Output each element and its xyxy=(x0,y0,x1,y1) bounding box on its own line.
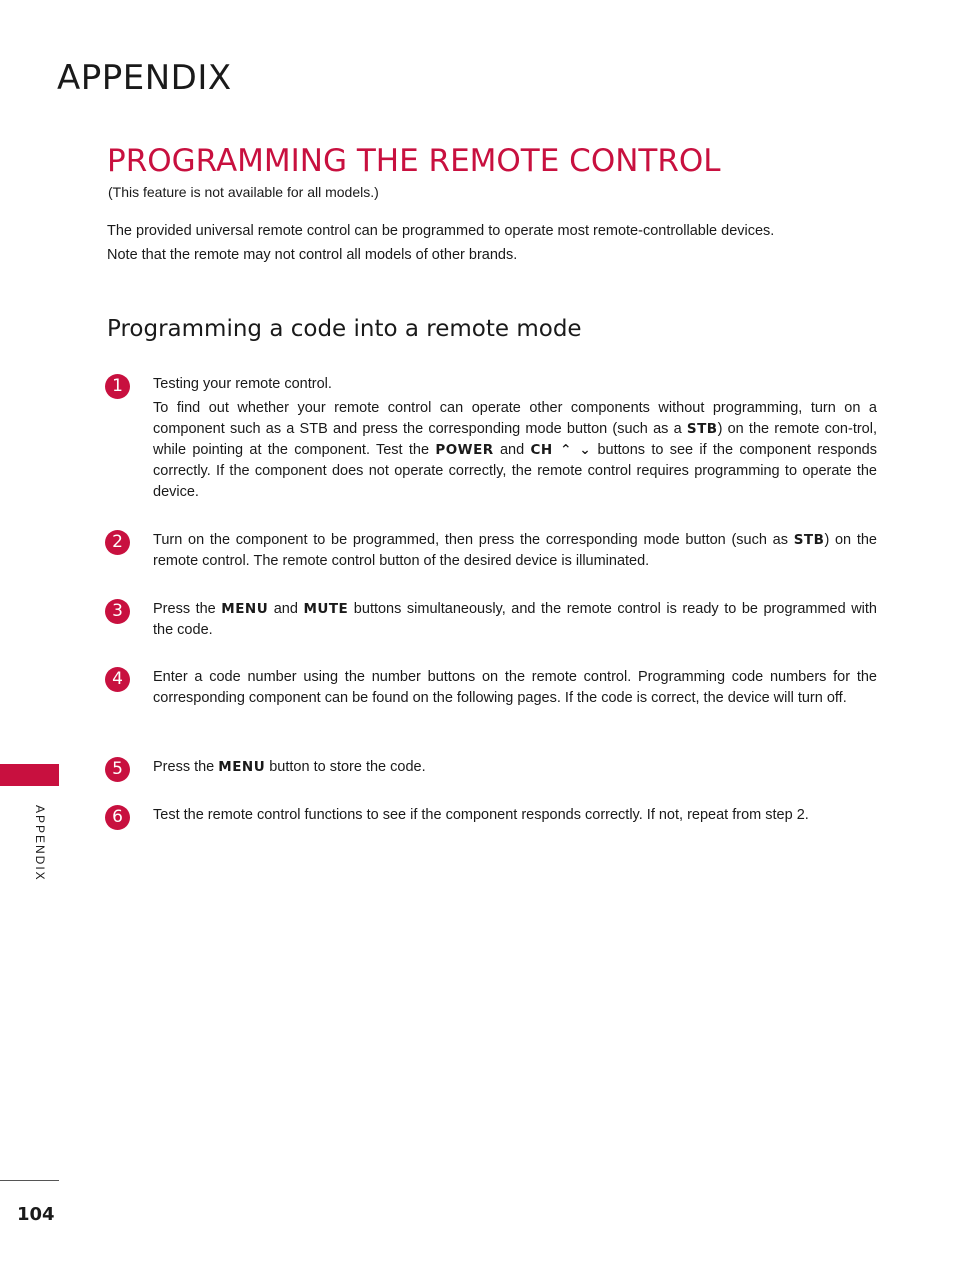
availability-note: (This feature is not available for all models.) xyxy=(108,184,379,200)
step-body xyxy=(153,530,877,572)
step-text-part: button to store the code. xyxy=(265,759,426,775)
channel-key-label: CH ⌃ ⌄ xyxy=(530,442,592,458)
step-text-part: Press the xyxy=(153,601,222,617)
section-header: APPENDIX xyxy=(57,58,232,98)
menu-key-label: MENU xyxy=(218,759,266,775)
step-4 xyxy=(105,667,877,709)
step-text-part: ) on the remote control. The remote control button of the desired device is illuminated. xyxy=(153,532,877,569)
step-3 xyxy=(105,599,877,641)
side-tab-marker xyxy=(0,764,59,786)
intro-line: The provided universal remote control can be programmed to operate most remote-controllable devices. xyxy=(107,223,775,239)
step-lead: Testing your remote control. xyxy=(153,376,332,392)
stb-key-label: STB xyxy=(793,532,825,548)
intro-paragraph xyxy=(107,219,877,267)
mute-key-label: MUTE xyxy=(303,601,349,617)
step-number-badge: 6 xyxy=(105,805,130,830)
step-text: Test the remote control functions to see if the component responds correctly. If not, repeat from step 2. xyxy=(153,807,809,823)
step-text: Enter a code number using the number buttons on the remote control. Programming code numbers for the corresponding component can be found on the following pages. If the code is correct, the device will turn off. xyxy=(153,669,877,706)
step-1 xyxy=(105,374,877,503)
step-text xyxy=(153,599,877,641)
step-body xyxy=(153,805,877,826)
step-number-badge: 1 xyxy=(105,374,130,399)
step-body xyxy=(153,757,877,778)
step-text xyxy=(153,757,877,778)
footer-divider xyxy=(0,1180,59,1181)
step-number-badge: 3 xyxy=(105,599,130,624)
page-number: 104 xyxy=(17,1204,55,1225)
step-number-badge: 2 xyxy=(105,530,130,555)
menu-key-label: MENU xyxy=(221,601,269,617)
step-text xyxy=(153,530,877,572)
step-text-part: and xyxy=(268,601,304,617)
step-text xyxy=(153,398,877,503)
step-body xyxy=(153,599,877,641)
intro-line: Note that the remote may not control all models of other brands. xyxy=(107,247,518,263)
step-body xyxy=(153,374,877,503)
power-key-label: POWER xyxy=(435,442,494,458)
step-text-part: buttons to see if the component responds correctly. If the component does not operate correctly, the remote control requires programming to operate the device. xyxy=(153,442,877,500)
step-text-part: Press the xyxy=(153,759,219,775)
step-body xyxy=(153,667,877,709)
side-section-label: APPENDIX xyxy=(33,805,47,882)
step-text-part: and xyxy=(493,442,531,458)
step-text-part: To find out whether your remote control can operate other components without programming, turn on a component such as a STB and press the corresponding mode button (such as a xyxy=(153,400,877,437)
step-2 xyxy=(105,530,877,572)
section-subheading: Programming a code into a remote mode xyxy=(107,316,582,342)
step-text-part: ) on the remote con-trol, while pointing at the component. Test the xyxy=(153,421,877,458)
step-number-badge: 5 xyxy=(105,757,130,782)
step-text-part: buttons simultaneously, and the remote control is ready to be programmed with the code. xyxy=(153,601,877,638)
step-6 xyxy=(105,805,877,826)
step-number-badge: 4 xyxy=(105,667,130,692)
stb-key-label: STB xyxy=(686,421,718,437)
page-title: PROGRAMMING THE REMOTE CONTROL xyxy=(107,143,721,179)
step-text-part: Turn on the component to be programmed, then press the corresponding mode button (such as xyxy=(153,532,794,548)
step-5 xyxy=(105,757,877,778)
